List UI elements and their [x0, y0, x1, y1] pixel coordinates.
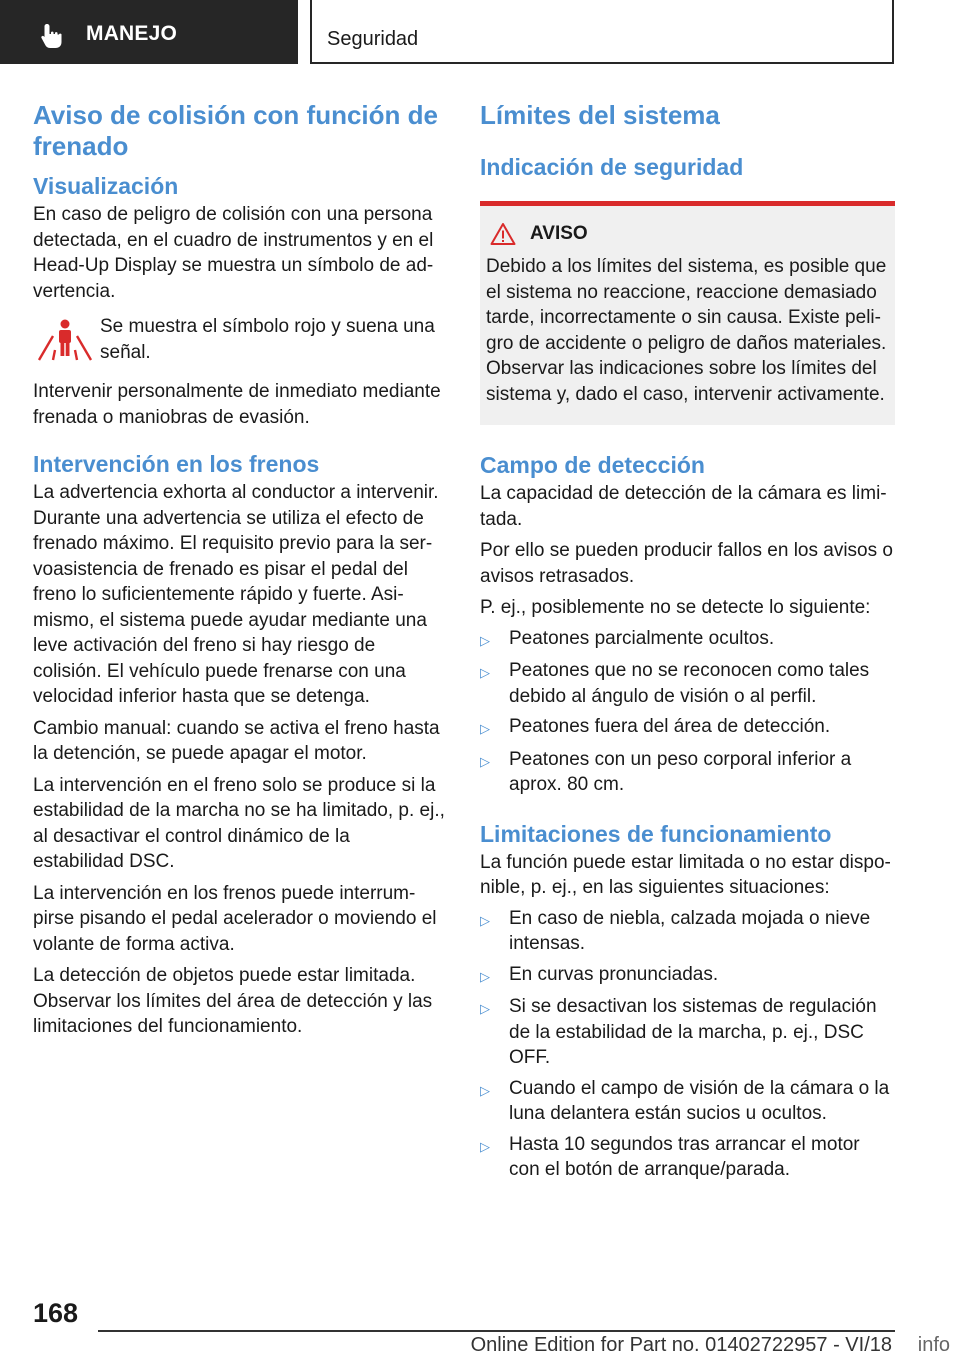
triangle-bullet-icon: ▷ [480, 1138, 490, 1154]
list-item: ▷ Peatones con un peso corporal inferior a aprox. 80 cm. [480, 747, 895, 798]
paragraph: La detección de objetos puede estar limitada. Observar los límites del área de detección y las limitaciones del funcionamiento. [33, 965, 433, 1037]
list-item: ▷ Hasta 10 segundos tras arrancar el motor con el botón de arranque/parada. [480, 1132, 895, 1183]
watermark-text: info [917, 1334, 950, 1356]
edition-text: Online Edition for Part no. 01402722957 - VI/18 [470, 1334, 892, 1356]
right-column [480, 100, 895, 1183]
list-item: ▷ En caso de niebla, calzada mojada o nieve intensas. [480, 906, 895, 957]
list-item: ▷ Peatones parcialmente ocultos. [480, 626, 895, 654]
notice-label: AVISO [530, 223, 588, 244]
page-number: 168 [33, 1298, 79, 1328]
triangle-bullet-icon: ▷ [480, 721, 490, 736]
chapter-tab [310, 0, 894, 64]
section-title-aviso: Aviso de colisión con función de frenado [33, 100, 438, 161]
heading-indicacion-seguridad: Indicación de seguridad [480, 154, 744, 180]
notice-text: Debido a los límites del sistema, es posible que el sistema no reaccione, reaccione demasiado tarde, incorrectamente o sin causa. Existe peligro de accidente o peligro de daños materiales. Observar las indicaciones sobre los límites del sistema y, dado el caso, intervenir activamente. [486, 256, 887, 405]
symbol-description: Se muestra el símbolo rojo y suena una señal. [100, 316, 435, 363]
section-title-limites: Límites del sistema [480, 100, 720, 130]
heading-limitaciones: Limitaciones de funcionamiento [480, 820, 832, 847]
triangle-bullet-icon: ▷ [480, 1001, 490, 1016]
heading-frenos: Intervención en los frenos [33, 451, 320, 477]
paragraph: La función puede estar limitada o no estar disponible, p. ej., en las siguientes situaciones: [480, 851, 891, 898]
warning-triangle-icon [490, 222, 516, 246]
list-item: ▷ En curvas pronunciadas. [480, 962, 895, 990]
list-item: ▷ Si se desactivan los sistemas de regulación de la estabilidad de la marcha, p. ej., DSC OFF. [480, 994, 895, 1071]
triangle-bullet-icon: ▷ [480, 753, 490, 769]
paragraph: La capacidad de detección de la cámara es limitada. [480, 483, 887, 530]
heading-visualizacion: Visualización [33, 173, 179, 199]
paragraph: Cambio manual: cuando se activa el freno hasta la detención, se puede apagar el motor. [33, 717, 440, 764]
paragraph: La advertencia exhorta al conductor a intervenir. Durante una advertencia se utiliza el efecto de frenado máximo. El requisito previo para la servoasistencia de frenado es pisar el pedal del freno lo suficientemente rápido y fuerte. Asimismo, el sistema puede ayudar mediante una leve activación del freno si hay riesgo de colisión. El vehículo puede frenarse con una velocidad inferior hasta que se detenga. [33, 482, 439, 707]
section-tab [0, 0, 298, 64]
limitations-list [480, 906, 895, 1183]
list-item: ▷ Peatones que no se reconocen como tales debido al ángulo de visión o al perfil. [480, 658, 895, 709]
symbol-row [33, 314, 445, 365]
heading-campo-deteccion: Campo de detección [480, 452, 705, 478]
triangle-bullet-icon: ▷ [480, 1082, 490, 1098]
pedestrian-warning-icon [33, 314, 95, 364]
left-column [33, 100, 445, 1040]
triangle-bullet-icon: ▷ [480, 968, 490, 984]
hand-pointer-icon [38, 22, 66, 50]
paragraph: P. ej., posiblemente no se detecte lo siguiente: [480, 597, 871, 618]
paragraph: Por ello se pueden producir fallos en los avisos o avisos retrasados. [480, 540, 893, 587]
triangle-bullet-icon: ▷ [480, 912, 490, 928]
footer-divider [98, 1330, 895, 1332]
list-item: ▷ Cuando el campo de visión de la cámara o la luna delantera están sucios u ocultos. [480, 1076, 895, 1127]
warning-notice [480, 201, 895, 425]
list-item: ▷ Peatones fuera del área de detección. [480, 714, 895, 742]
paragraph: Intervenir personalmente de inmediato mediante frenada o maniobras de evasión. [33, 381, 441, 428]
triangle-bullet-icon: ▷ [480, 632, 490, 648]
paragraph: La intervención en el freno solo se produce si la estabilidad de la marcha no se ha limitado, p. ej., al desactivar el control dinámico de la estabilidad DSC. [33, 774, 445, 872]
detection-list [480, 626, 895, 798]
section-label: MANEJO [86, 22, 178, 45]
paragraph: En caso de peligro de colisión con una persona detectada, en el cuadro de instrumentos y en el Head-Up Display se muestra un símbolo de advertencia. [33, 204, 434, 302]
paragraph: La intervención en los frenos puede interrumpirse pisando el pedal acelerador o moviendo el volante de forma activa. [33, 882, 437, 955]
triangle-bullet-icon: ▷ [480, 665, 490, 680]
notice-header [486, 222, 887, 246]
chapter-label: Seguridad [327, 28, 419, 50]
